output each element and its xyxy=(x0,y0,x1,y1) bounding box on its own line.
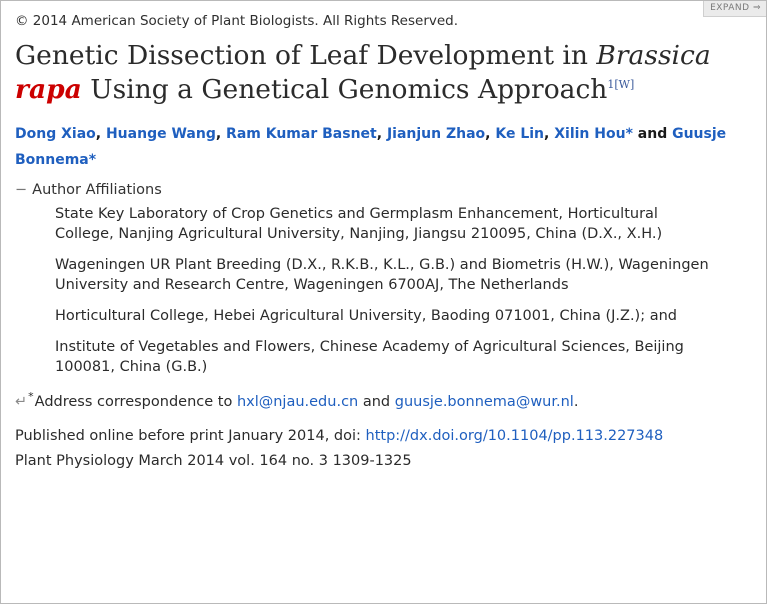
affiliation-list xyxy=(13,204,750,378)
title-species-second: rapa xyxy=(15,74,82,106)
correspondence-prefix: Address correspondence to xyxy=(34,393,237,410)
author-footnote-marker[interactable]: * xyxy=(88,151,97,168)
list-item: Horticultural College, Hebei Agricultural University, Baoding 071001, China (J.Z.); and xyxy=(55,307,677,324)
correspondence-note xyxy=(15,390,750,410)
author-link[interactable]: Huange Wang xyxy=(105,125,216,142)
collapse-icon: − xyxy=(15,181,28,198)
author-affiliations-toggle[interactable] xyxy=(15,182,750,198)
author-footnote-marker[interactable]: * xyxy=(625,125,633,142)
correspondence-suffix: . xyxy=(573,393,579,410)
list-item: Wageningen UR Plant Breeding (D.X., R.K.B., K.L., G.B.) and Biometris (H.W.), Wageningen University and Research Centre, Wageningen 6700AJ, The Netherlands xyxy=(55,256,709,294)
author-link[interactable]: Dong Xiao xyxy=(15,125,96,142)
citation-line: Plant Physiology March 2014 vol. 164 no. 3 1309-1325 xyxy=(15,452,412,469)
publication-info xyxy=(15,426,750,447)
title-species-first: Brassica xyxy=(596,40,711,71)
title-superscript[interactable]: 1[W] xyxy=(607,78,635,92)
author-link[interactable]: Jianjun Zhao xyxy=(386,125,486,142)
return-arrow-icon: ↵ xyxy=(15,393,28,410)
authors-conjunction: and xyxy=(637,125,668,142)
list-item: State Key Laboratory of Crop Genetics and Germplasm Enhancement, Horticultural College, Nanjing Agricultural University, Nanjing, Jiangsu 210095, China (D.X., X.H.) xyxy=(55,205,663,243)
copyright-notice: © 2014 American Society of Plant Biologists. All Rights Reserved. xyxy=(15,13,459,29)
author-affiliations-label: Author Affiliations xyxy=(32,181,162,198)
correspondence-middle: and xyxy=(358,393,395,410)
corresponding-email-link-2[interactable]: guusje.bonnema@wur.nl xyxy=(394,393,574,410)
list-item: Institute of Vegetables and Flowers, Chinese Academy of Agricultural Sciences, Beijing 100081, China (G.B.) xyxy=(55,338,684,376)
author-link[interactable]: Guusje Bonnema xyxy=(15,125,727,168)
title-part-1: Genetic Dissection of Leaf Development in xyxy=(15,40,597,71)
doi-link[interactable]: http://dx.doi.org/10.1104/pp.113.227348 xyxy=(365,427,664,444)
author-link[interactable]: Ram Kumar Basnet xyxy=(226,125,377,142)
author-link[interactable]: Xilin Hou xyxy=(554,125,626,142)
title-part-2: Using a Genetical Genomics Approach xyxy=(81,74,608,106)
page-title xyxy=(15,39,750,108)
author-link[interactable]: Ke Lin xyxy=(495,125,545,142)
expand-button[interactable]: EXPAND ⇒ xyxy=(703,1,766,17)
corresponding-email-link-1[interactable]: hxl@njau.edu.cn xyxy=(236,393,359,410)
publication-prefix: Published online before print January 2014, doi: xyxy=(15,427,366,444)
article-content xyxy=(1,1,766,469)
author-list: Dong Xiao, Huange Wang, Ram Kumar Basnet, Jianjun Zhao, Ke Lin, Xilin Hou* and Guusje Bonnema* xyxy=(15,125,727,168)
correspondence-footnote-marker: * xyxy=(28,389,34,403)
